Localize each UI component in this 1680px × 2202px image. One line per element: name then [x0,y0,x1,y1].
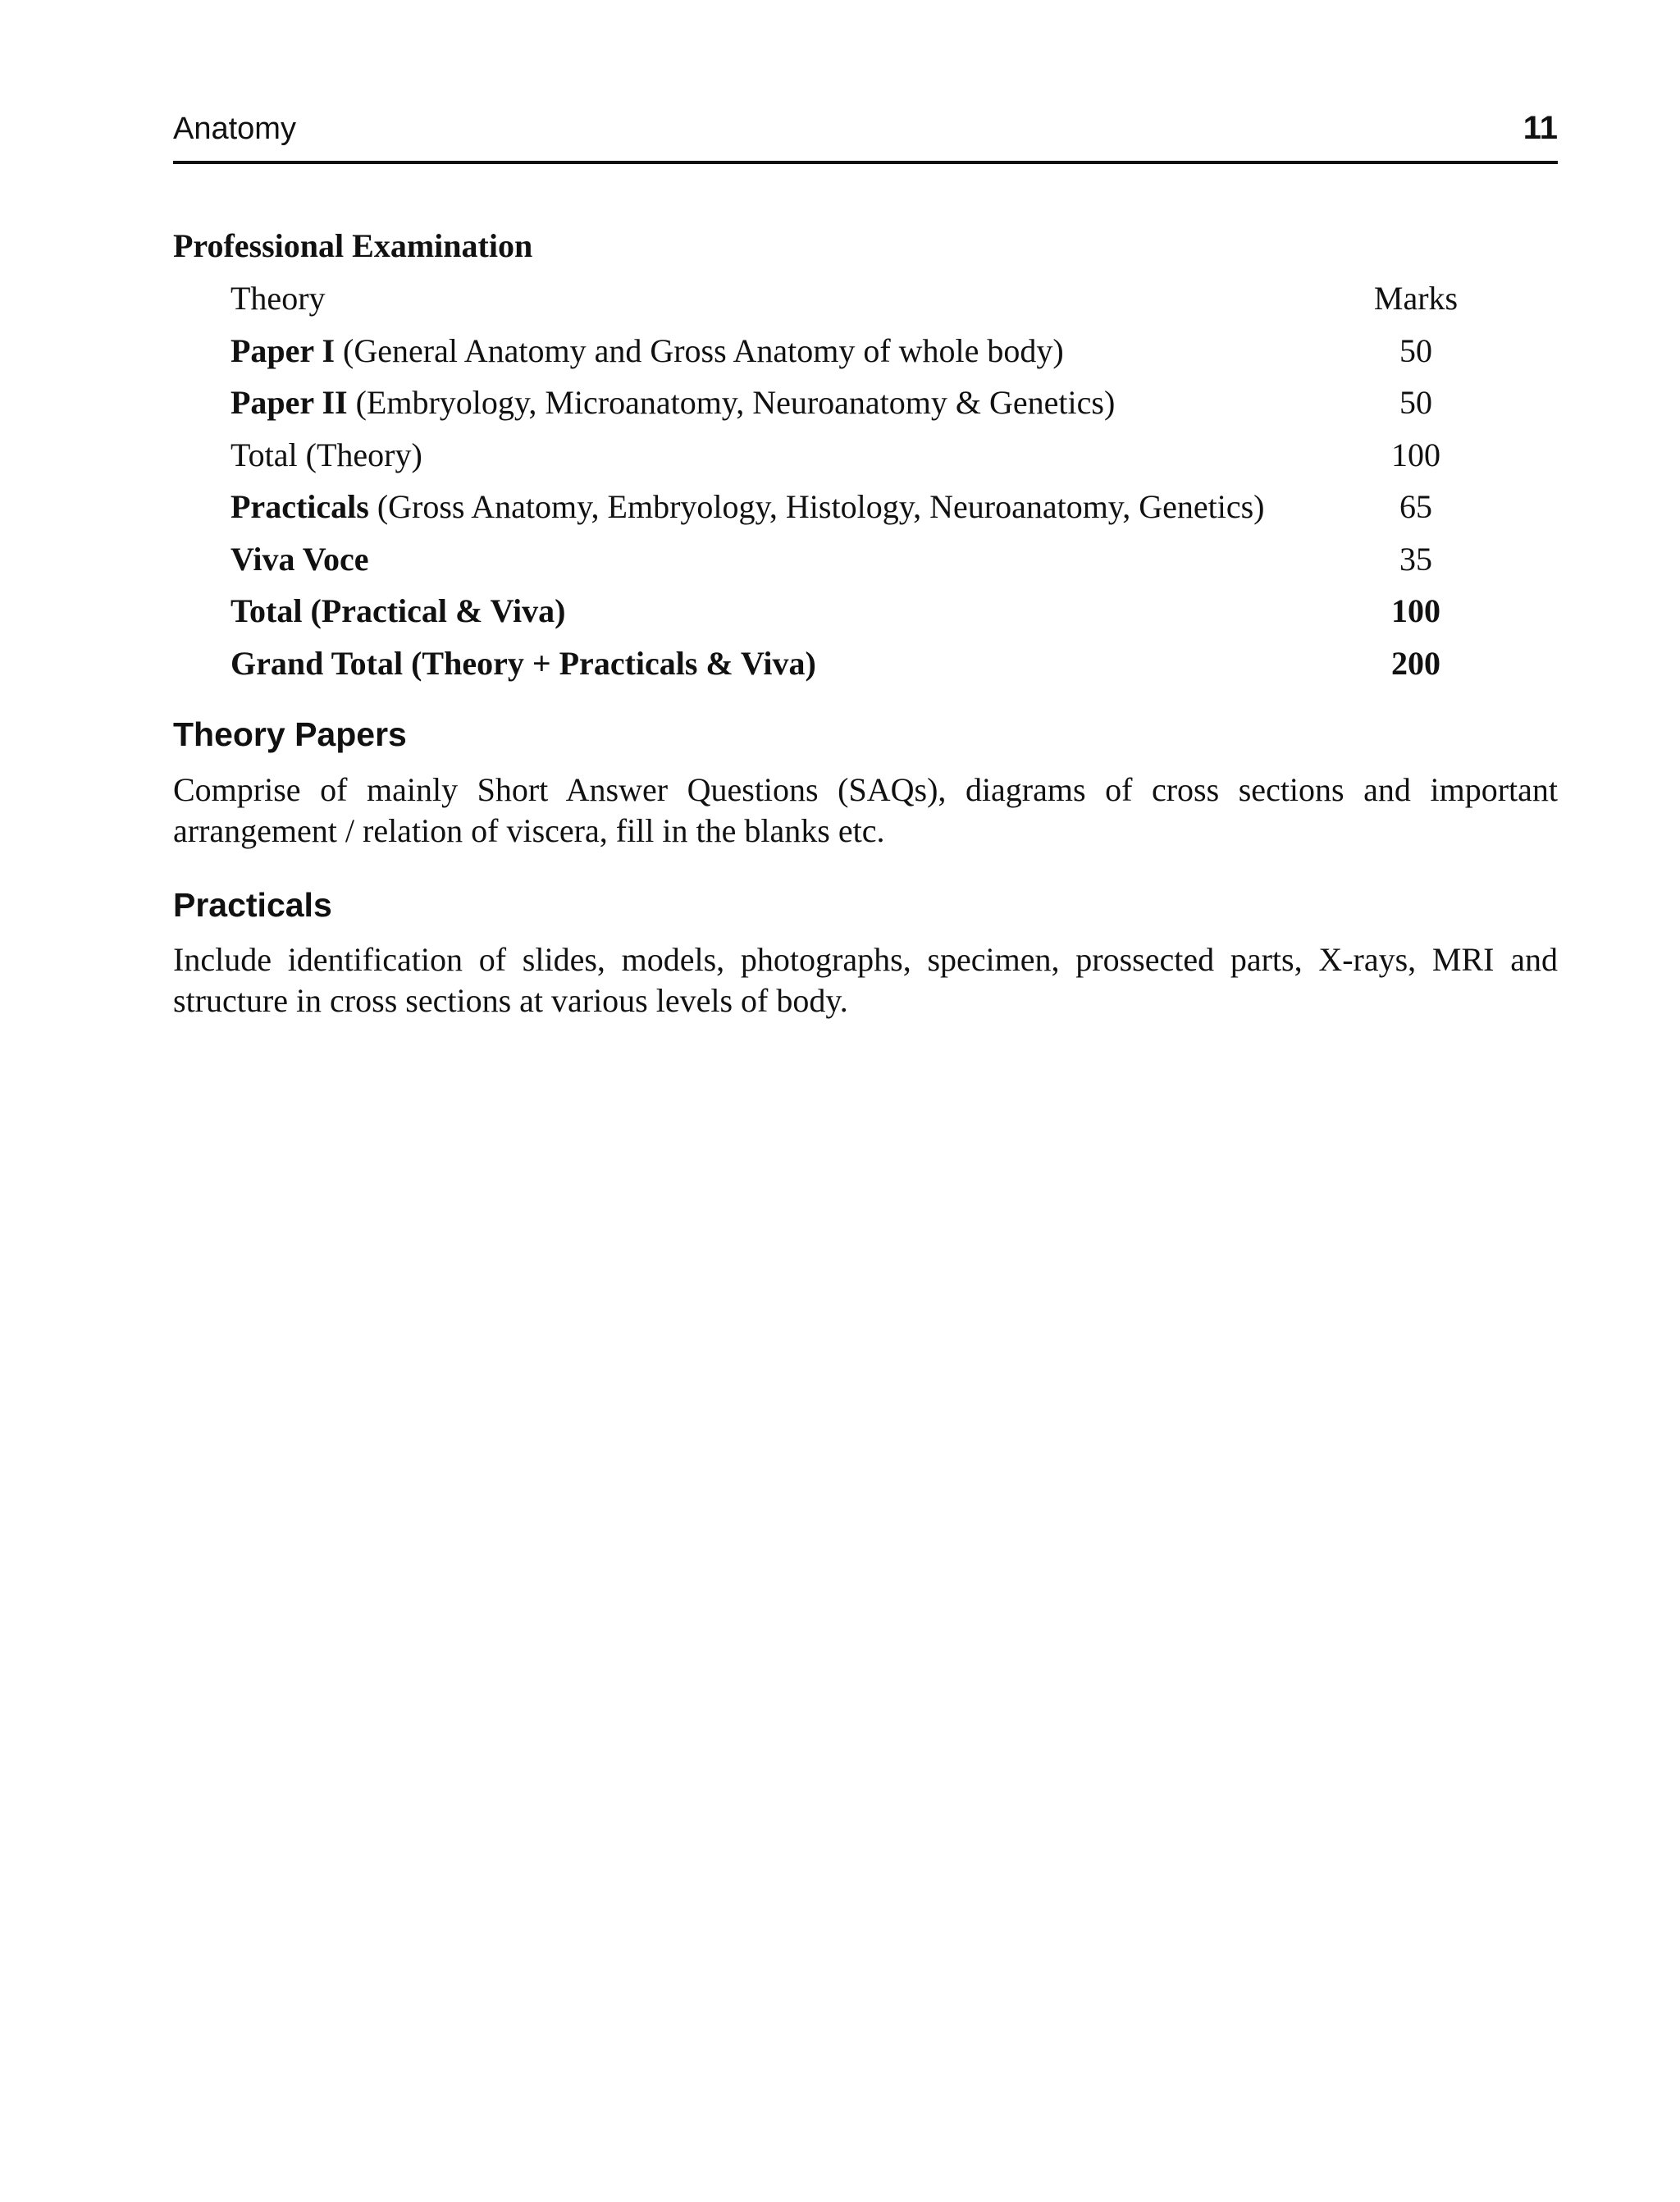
column-header-theory: Theory [231,280,326,317]
column-header-marks: Marks [1373,280,1459,317]
page-number: 11 [1522,110,1558,146]
running-title: Anatomy [173,112,296,146]
row-marks: 200 [1391,644,1440,682]
marks-row-paper-2 [231,380,1477,432]
row-marks: 50 [1399,384,1432,421]
row-marks: 35 [1399,540,1432,578]
row-item [231,328,1064,374]
row-detail: Total (Theory) [231,436,422,473]
row-label: Viva Voce [231,540,369,578]
row-detail: (General Anatomy and Gross Anatomy of whole body) [335,331,1064,369]
row-label: Grand Total (Theory + Practicals & Viva) [231,644,816,682]
theory-papers-text: Comprise of mainly Short Answer Questions (SAQs), diagrams of cross sections and important arrangement / relation of viscera, fill in the blanks etc. [173,771,1558,849]
running-header [173,108,1558,164]
row-label: Total (Practical & Viva) [231,592,566,629]
marks-row-practicals [231,484,1477,537]
row-item [231,484,1264,530]
marks-row-total-practical-viva [231,588,1477,641]
marks-header-row [231,276,1477,328]
row-marks: 100 [1391,592,1440,629]
exam-heading: Professional Examination [173,227,533,264]
row-marks: 65 [1399,488,1432,525]
marks-table [231,276,1477,692]
row-label: Practicals [231,488,369,525]
practicals-heading: Practicals [173,886,332,924]
row-detail: (Embryology, Microanatomy, Neuroanatomy & Genetics) [347,384,1116,421]
marks-row-paper-1 [231,328,1477,381]
row-marks: 50 [1399,331,1432,369]
marks-row-grand-total [231,641,1477,693]
marks-row-viva-voce [231,537,1477,589]
row-detail: (Gross Anatomy, Embryology, Histology, Neuroanatomy, Genetics) [368,488,1265,525]
row-item [231,380,1115,426]
row-label: Paper II [231,384,348,421]
theory-papers-heading: Theory Papers [173,715,407,753]
practicals-text: Include identification of slides, models, photographs, specimen, prossected parts, X-rays, MRI and structure in cross sections at various levels of body. [173,941,1558,1019]
row-item [231,432,422,478]
row-marks: 100 [1391,436,1440,473]
marks-row-total-theory [231,432,1477,485]
row-label: Paper I [231,331,336,369]
